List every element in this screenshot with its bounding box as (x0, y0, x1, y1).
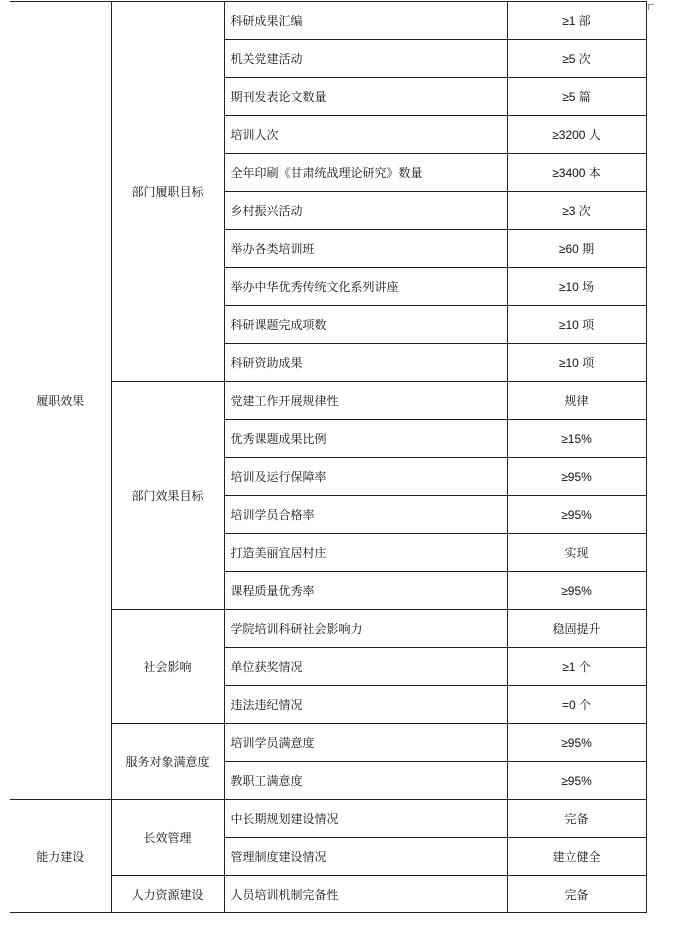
indicator-cell: 单位获奖情况 (224, 648, 507, 686)
indicator-cell: 科研课题完成项数 (224, 306, 507, 344)
indicator-cell: 学院培训科研社会影响力 (224, 610, 507, 648)
secondary-category-cell: 部门履职目标 (111, 2, 224, 382)
secondary-category-cell: 长效管理 (111, 800, 224, 876)
table-row (10, 800, 646, 838)
indicator-cell: 机关党建活动 (224, 40, 507, 78)
secondary-category-cell: 服务对象满意度 (111, 724, 224, 800)
value-cell: ≥3400 本 (507, 154, 646, 192)
value-cell: ≥5 次 (507, 40, 646, 78)
secondary-category-cell: 部门效果目标 (111, 382, 224, 610)
value-cell: 建立健全 (507, 838, 646, 876)
value-cell: ≥10 场 (507, 268, 646, 306)
value-cell: ≥10 项 (507, 344, 646, 382)
indicator-cell: 举办各类培训班 (224, 230, 507, 268)
indicator-cell: 人员培训机制完备性 (224, 876, 507, 913)
indicator-cell: 举办中华优秀传统文化系列讲座 (224, 268, 507, 306)
value-cell: 稳固提升 (507, 610, 646, 648)
indicator-cell: 违法违纪情况 (224, 686, 507, 724)
indicator-cell: 科研成果汇编 (224, 2, 507, 40)
performance-indicator-table (10, 1, 647, 913)
value-cell: 完备 (507, 876, 646, 913)
indicator-cell: 教职工满意度 (224, 762, 507, 800)
value-cell: 完备 (507, 800, 646, 838)
indicator-cell: 乡村振兴活动 (224, 192, 507, 230)
value-cell: ≥95% (507, 762, 646, 800)
table-row (10, 2, 646, 40)
indicator-cell: 管理制度建设情况 (224, 838, 507, 876)
indicator-cell: 打造美丽宜居村庄 (224, 534, 507, 572)
indicator-cell: 培训学员合格率 (224, 496, 507, 534)
primary-category-cell: 能力建设 (10, 800, 111, 913)
value-cell: ≥15% (507, 420, 646, 458)
indicator-cell: 培训学员满意度 (224, 724, 507, 762)
page-corner-mark (648, 4, 654, 10)
value-cell: ≥10 项 (507, 306, 646, 344)
indicator-cell: 中长期规划建设情况 (224, 800, 507, 838)
indicator-cell: 党建工作开展规律性 (224, 382, 507, 420)
value-cell: ≥95% (507, 572, 646, 610)
value-cell: =0 个 (507, 686, 646, 724)
primary-category-cell: 履职效果 (10, 2, 111, 800)
value-cell: ≥1 部 (507, 2, 646, 40)
secondary-category-cell: 社会影响 (111, 610, 224, 724)
indicator-cell: 优秀课题成果比例 (224, 420, 507, 458)
indicator-cell: 科研资助成果 (224, 344, 507, 382)
value-cell: ≥60 期 (507, 230, 646, 268)
value-cell: ≥95% (507, 458, 646, 496)
value-cell: ≥95% (507, 496, 646, 534)
secondary-category-cell: 人力资源建设 (111, 876, 224, 913)
value-cell: ≥1 个 (507, 648, 646, 686)
value-cell: ≥95% (507, 724, 646, 762)
value-cell: ≥3 次 (507, 192, 646, 230)
indicator-cell: 全年印刷《甘肃统战理论研究》数量 (224, 154, 507, 192)
value-cell: ≥3200 人 (507, 116, 646, 154)
indicator-cell: 课程质量优秀率 (224, 572, 507, 610)
value-cell: 规律 (507, 382, 646, 420)
indicator-cell: 期刊发表论文数量 (224, 78, 507, 116)
value-cell: 实现 (507, 534, 646, 572)
value-cell: ≥5 篇 (507, 78, 646, 116)
indicator-cell: 培训及运行保障率 (224, 458, 507, 496)
indicator-cell: 培训人次 (224, 116, 507, 154)
